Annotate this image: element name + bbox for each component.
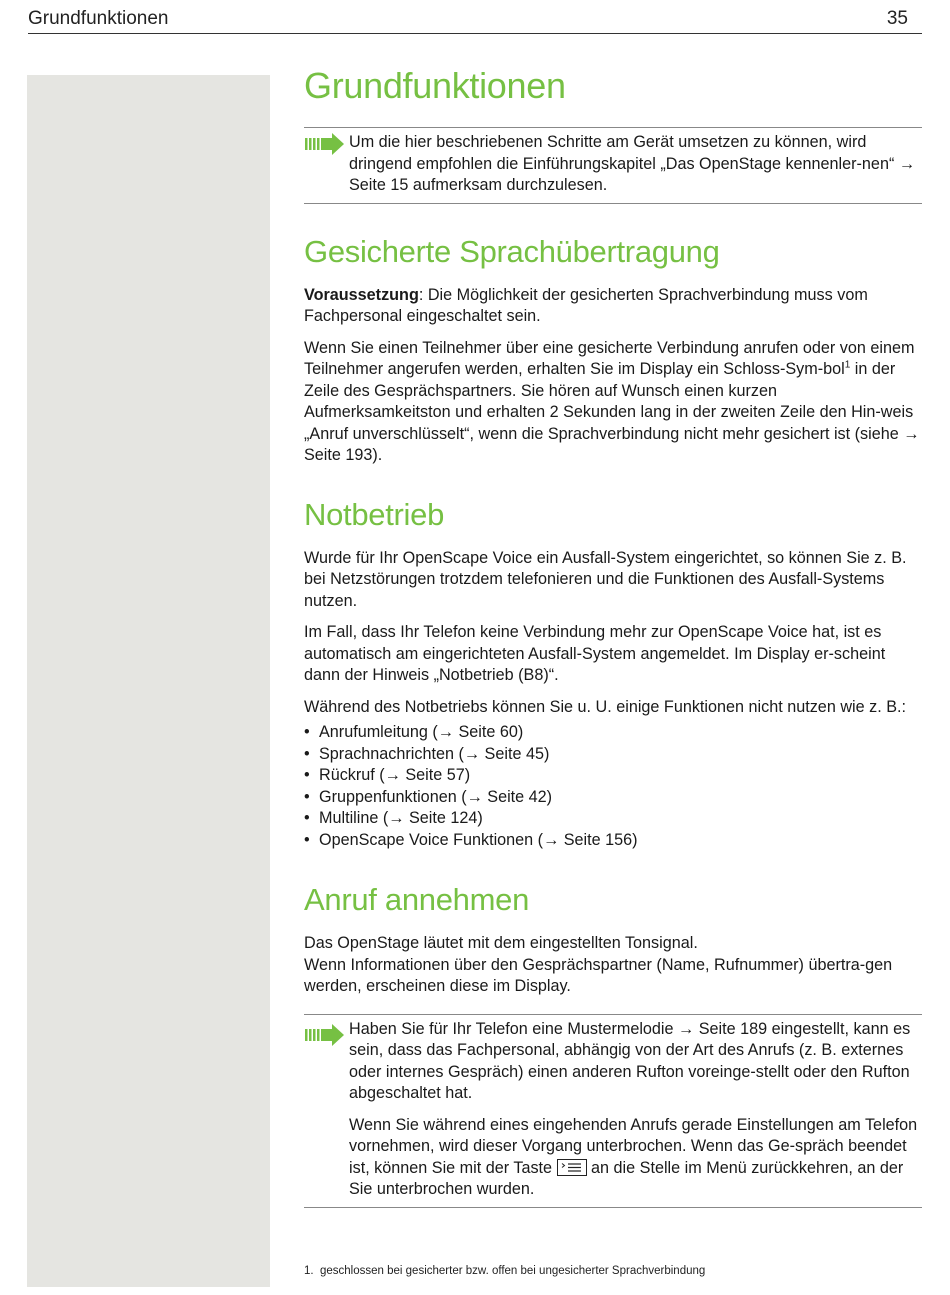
answer-note bbox=[304, 1014, 922, 1208]
menu-key-icon bbox=[557, 1159, 587, 1176]
main-content bbox=[304, 62, 922, 1208]
list-item: • OpenScape Voice Funktionen (→ Seite 156) bbox=[304, 830, 638, 849]
section-heading-secure-voice: Gesicherte Sprachübertragung bbox=[304, 233, 720, 269]
footnote-text: geschlossen bei gesicherter bzw. offen bei ungesicherter Sprachverbindung bbox=[320, 1265, 706, 1277]
footnote-ref: 1 bbox=[844, 359, 851, 371]
page-number: 35 bbox=[886, 8, 908, 29]
list-item: • Gruppenfunktionen (→ Seite 42) bbox=[304, 787, 553, 806]
running-header-title: Grundfunktionen bbox=[28, 8, 169, 29]
section-heading-emergency: Notbetrieb bbox=[304, 496, 445, 532]
list-item: • Sprachnachrichten (→ Seite 45) bbox=[304, 744, 550, 763]
list-item: • Multiline (→ Seite 124) bbox=[304, 809, 483, 827]
arrow-hint-icon bbox=[305, 1024, 345, 1046]
arrow-hint-icon bbox=[305, 133, 345, 155]
answer-line-1: Das OpenStage läutet mit dem eingestellten Tonsignal. bbox=[304, 934, 698, 952]
secure-p1-before: Wenn Sie einen Teilnehmer über eine gesicherte Verbindung anrufen oder von einem Teilnehmer angerufen werden, erhalten Sie im Display ein Schloss-Sym-bol bbox=[304, 338, 915, 378]
intro-note-text: Um die hier beschriebenen Schritte am Gerät umsetzen zu können, wird dringend empfohlen die Einführungskapitel „Das OpenStage kennenler-nen“ → Seite 15 aufmerksam durchzulesen. bbox=[349, 133, 916, 194]
intro-note bbox=[304, 127, 922, 204]
emergency-paragraph-2: Im Fall, dass Ihr Telefon keine Verbindung mehr zur OpenScape Voice hat, ist es automatisch am eingerichteten Ausfall-System angemeldet. Im Display er-scheint dann der Hinweis „Notbetrieb (B8)“. bbox=[304, 623, 886, 684]
running-header bbox=[28, 7, 922, 34]
answer-line-2: Wenn Informationen über den Gesprächspartner (Name, Rufnummer) übertra-gen werden, erscheinen diese im Display. bbox=[304, 955, 893, 995]
list-item: • Rückruf (→ Seite 57) bbox=[304, 766, 471, 784]
emergency-paragraph-1: Wurde für Ihr OpenScape Voice ein Ausfall-System eingerichtet, so können Sie z. B. bei Netzstörungen trotzdem telefonieren und die Funktionen des Ausfall-Systems nutzen. bbox=[304, 548, 907, 610]
secure-p1-after: in der Zeile des Gesprächspartners. Sie hören auf Wunsch einen kurzen Aufmerksamkeitston und erhalten 2 Sekunden lang in der zweiten Zeile den Hin-weis „Anruf unverschlüsselt“, wenn die Sprachverbindung nicht mehr gesichert ist (siehe → Seite 193). bbox=[304, 360, 920, 464]
footnote bbox=[304, 1264, 705, 1278]
secure-paragraph bbox=[304, 338, 922, 467]
left-margin-panel bbox=[27, 75, 270, 1287]
emergency-paragraph-3: Während des Notbetriebs können Sie u. U. einige Funktionen nicht nutzen wie z. B.: bbox=[304, 697, 906, 716]
emergency-feature-list bbox=[304, 722, 922, 851]
footnote-number: 1. bbox=[304, 1265, 314, 1277]
section-heading-answer-call: Anruf annehmen bbox=[304, 882, 530, 917]
page-title: Grundfunktionen bbox=[304, 65, 566, 106]
answer-note-paragraph-2: Wenn Sie während eines eingehenden Anrufs gerade Einstellungen am Telefon vornehmen, wird dieser Vorgang unterbrochen. Wenn das Ge-spräch beendet ist, können Sie mit der Taste an die Stelle im Menü zurückkehren, an der Sie unterbrochen wurden. bbox=[349, 1115, 918, 1198]
prereq-text: : Die Möglichkeit der gesicherten Sprachverbindung muss vom Fachpersonal eingeschaltet sein. bbox=[304, 285, 868, 325]
answer-note-paragraph-1: Haben Sie für Ihr Telefon eine Mustermelodie → Seite 189 eingestellt, kann es sein, dass das Fachpersonal, abhängig von der Art des Anrufs (z. B. externes oder internes Gespräch) einen anderen Rufton voreinge-stellt oder den Rufton abgeschaltet hat. bbox=[349, 1019, 911, 1102]
list-item: • Anrufumleitung (→ Seite 60) bbox=[304, 723, 524, 741]
prereq-label: Voraussetzung bbox=[304, 285, 419, 304]
secure-prereq bbox=[304, 285, 922, 328]
